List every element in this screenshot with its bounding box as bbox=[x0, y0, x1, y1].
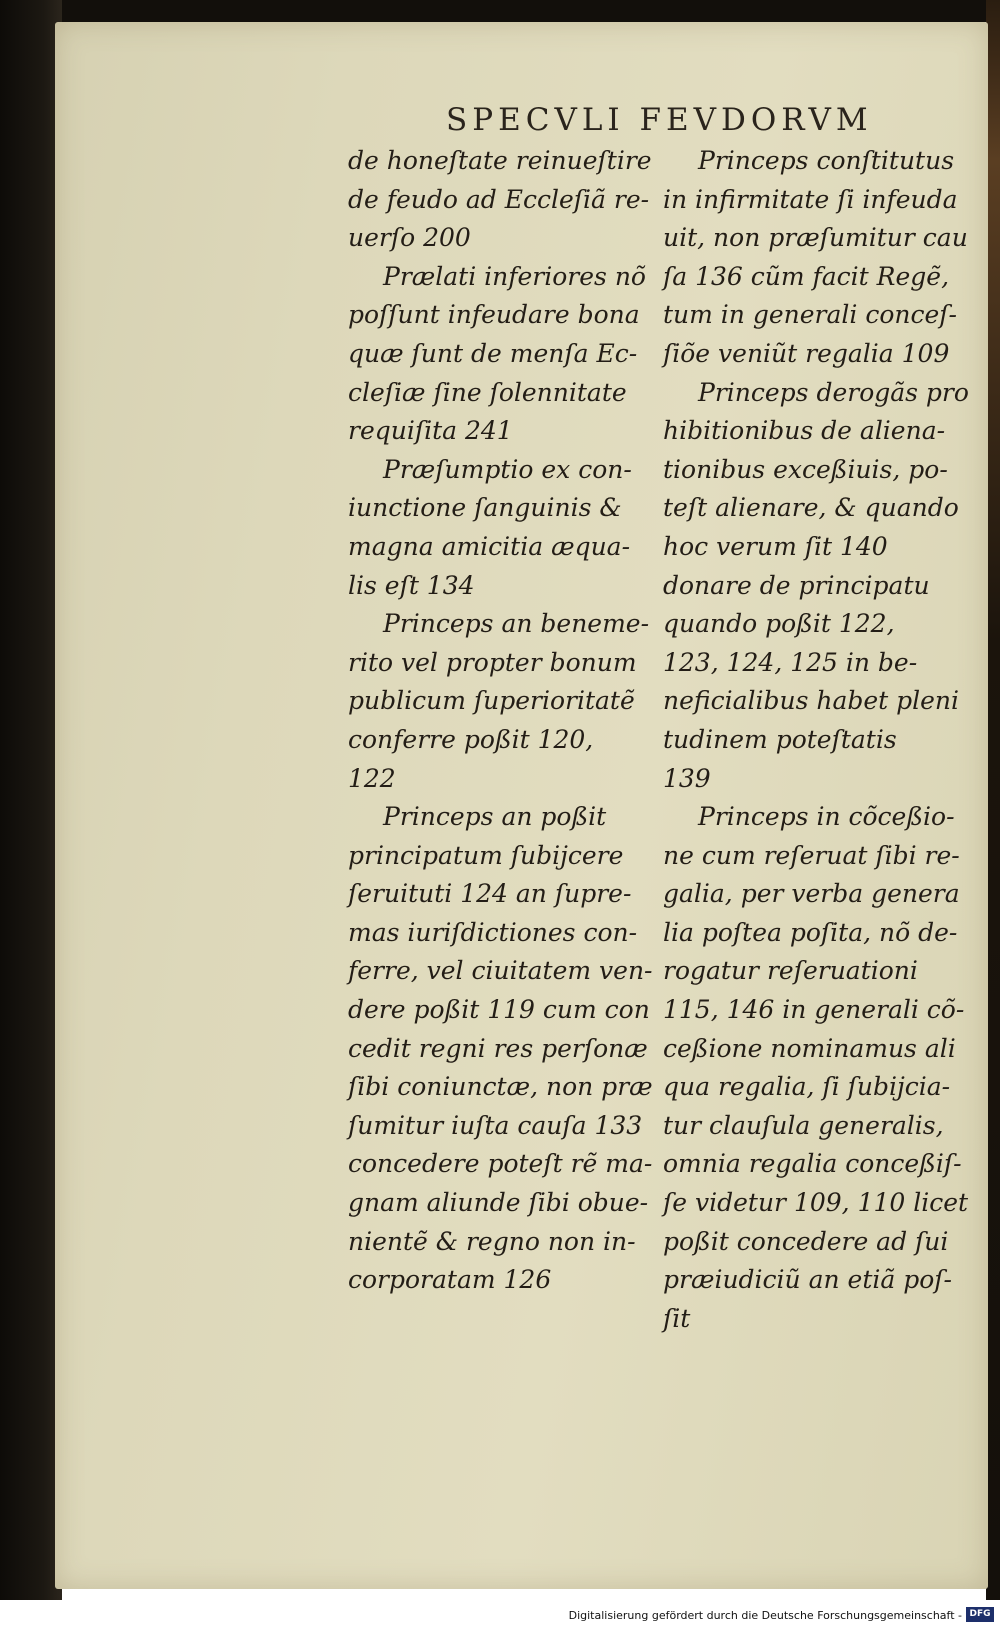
index-line: quando poßit 122, bbox=[663, 609, 895, 639]
running-head: SPECVLI FEVDORVM bbox=[446, 102, 873, 138]
index-line: lis eſt 134 bbox=[348, 570, 475, 600]
index-line: qua regalia, ſi ſubijcia- bbox=[663, 1072, 951, 1102]
index-line: nientẽ & regno non in- bbox=[348, 1226, 636, 1256]
index-line: magna amicitia æqua- bbox=[348, 531, 631, 561]
index-line: Princeps derogãs pro bbox=[698, 377, 969, 407]
index-line: rito vel propter bonum bbox=[348, 647, 637, 677]
index-line: tudinem poteſtatis bbox=[663, 724, 897, 754]
index-line: tur clauſula generalis, bbox=[663, 1110, 944, 1140]
digitization-credit: Digitalisierung gefördert durch die Deutsche Forschungsgemeinschaft - bbox=[568, 1609, 962, 1622]
index-line: omnia regalia conceßiſ- bbox=[663, 1149, 962, 1179]
index-line: Princeps in cõceßio- bbox=[698, 802, 955, 832]
index-line: gnam aliunde ſibi obue- bbox=[348, 1188, 649, 1218]
index-line: Princeps an poßit bbox=[383, 802, 607, 832]
scan-top-edge bbox=[0, 0, 1000, 22]
index-line: ſe videtur 109, 110 licet bbox=[663, 1188, 969, 1218]
index-line: ne cum reſeruat ſibi re- bbox=[663, 840, 960, 870]
index-line: concedere poteſt rẽ ma- bbox=[348, 1149, 653, 1179]
index-column-right bbox=[663, 142, 969, 1338]
index-line: quæ ſunt de menſa Ec- bbox=[348, 338, 638, 368]
index-line: 139 bbox=[663, 763, 711, 793]
index-line: donare de principatu bbox=[663, 570, 930, 600]
index-line: dere poßit 119 cum con bbox=[348, 995, 650, 1025]
index-line: ferre, vel ciuitatem ven- bbox=[348, 956, 653, 986]
index-line: ſit bbox=[663, 1303, 691, 1333]
index-line: Præſumptio ex con- bbox=[383, 454, 632, 484]
index-line: teſt alienare, & quando bbox=[663, 493, 959, 523]
index-line: Princeps conſtitutus bbox=[698, 146, 955, 175]
index-line: rogatur reſeruationi bbox=[663, 956, 918, 986]
index-line: neficialibus habet pleni bbox=[663, 686, 960, 716]
index-line: 115, 146 in generali cõ- bbox=[663, 995, 965, 1025]
index-line: Princeps an beneme- bbox=[383, 609, 650, 639]
index-line: Prælati inferiores nõ bbox=[383, 261, 646, 291]
index-line: requiſita 241 bbox=[348, 416, 513, 446]
index-line: in infirmitate ſi infeuda bbox=[663, 184, 958, 214]
index-line: 123, 124, 125 in be- bbox=[663, 647, 918, 677]
index-line: ſumitur iuſta cauſa 133 bbox=[348, 1110, 643, 1140]
index-line: ſibi coniunctæ, non præ bbox=[348, 1072, 653, 1102]
index-line: hibitionibus de aliena- bbox=[663, 416, 946, 446]
index-line: uerſo 200 bbox=[348, 223, 471, 253]
index-line: cedit regni res perſonæ bbox=[348, 1033, 648, 1063]
index-line: iunctione ſanguinis & bbox=[348, 493, 622, 523]
book-binding-edge bbox=[986, 0, 1000, 1602]
index-line: cleſiæ ſine ſolennitate bbox=[348, 377, 627, 407]
index-line: tum in generali conceſ- bbox=[663, 300, 957, 330]
index-line: publicum ſuperioritatẽ bbox=[348, 686, 635, 716]
scan-background-left bbox=[0, 0, 62, 1602]
index-line: mas iuriſdictiones con- bbox=[348, 917, 638, 947]
index-line: ſa 136 cũm facit Regẽ, bbox=[663, 261, 950, 291]
index-line: de feudo ad Eccleſiã re- bbox=[348, 184, 650, 214]
index-line: poſſunt infeudare bona bbox=[348, 300, 640, 330]
index-line: de honeſtate reinueſtire bbox=[348, 146, 652, 175]
index-line: lia poſtea poſita, nõ de- bbox=[663, 917, 958, 947]
index-column-left bbox=[348, 142, 653, 1300]
index-line: corporatam 126 bbox=[348, 1265, 552, 1295]
index-line: uit, non præſumitur cau bbox=[663, 223, 968, 253]
dfg-logo: DFG bbox=[966, 1607, 994, 1622]
index-line: poßit concedere ad ſui bbox=[663, 1226, 949, 1256]
index-line: tionibus exceßiuis, po- bbox=[663, 454, 948, 484]
index-line: conferre poßit 120, bbox=[348, 724, 594, 754]
index-line: ſiõe veniũt regalia 109 bbox=[663, 338, 950, 368]
index-line: præiudiciũ an etiã poſ- bbox=[663, 1265, 952, 1295]
index-line: ceßione nominamus ali bbox=[663, 1033, 956, 1063]
index-line: principatum ſubijcere bbox=[348, 840, 624, 870]
index-line: hoc verum ſit 140 bbox=[663, 531, 888, 561]
index-line: 122 bbox=[348, 763, 396, 793]
index-line: galia, per verba genera bbox=[663, 879, 960, 909]
index-line: ſeruituti 124 an ſupre- bbox=[348, 879, 632, 909]
